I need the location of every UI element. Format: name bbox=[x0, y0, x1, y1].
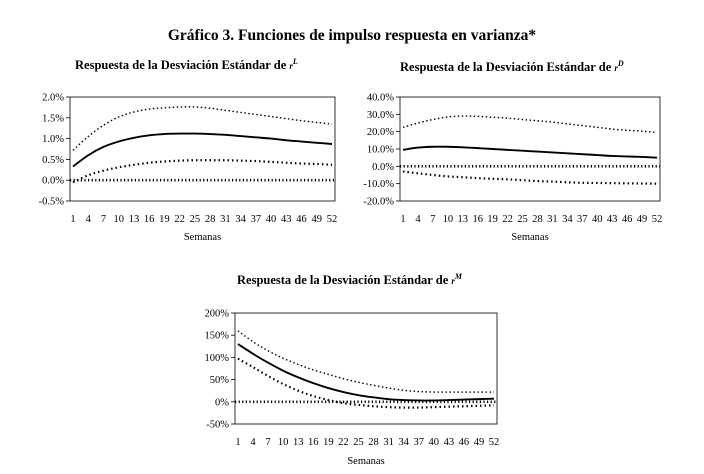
chart-rm bbox=[205, 309, 500, 468]
y-tick-label: 100% bbox=[204, 352, 229, 364]
x-tick-label: 16 bbox=[308, 437, 319, 448]
x-tick-label: 52 bbox=[488, 437, 500, 448]
x-tick-label: 43 bbox=[606, 214, 618, 225]
series-upper-line bbox=[238, 331, 494, 392]
y-tick-label: 0.5% bbox=[42, 154, 64, 166]
x-tick-label: 10 bbox=[113, 214, 124, 225]
x-axis-label: Semanas bbox=[511, 232, 549, 243]
y-tick-label: 150% bbox=[204, 330, 229, 342]
x-axis-label: Semanas bbox=[183, 232, 222, 243]
x-tick-label: 49 bbox=[636, 214, 648, 225]
x-tick-label: 1 bbox=[400, 214, 406, 225]
y-tick-label: 40.0% bbox=[366, 92, 394, 104]
x-tick-label: 4 bbox=[85, 214, 91, 225]
x-tick-label: 22 bbox=[174, 214, 185, 225]
series-response-line bbox=[238, 344, 494, 400]
x-tick-label: 4 bbox=[415, 214, 421, 225]
x-tick-label: 37 bbox=[577, 214, 588, 225]
x-tick-label: 46 bbox=[296, 214, 307, 225]
x-tick-label: 49 bbox=[311, 214, 323, 225]
y-tick-label: 0.0% bbox=[372, 161, 394, 173]
x-tick-label: 37 bbox=[250, 214, 262, 225]
x-tick-label: 46 bbox=[458, 437, 470, 448]
panel-title-rd-sup: D bbox=[617, 59, 624, 68]
panel-title-rd-text: Respuesta de la Desviación Estándar de bbox=[400, 60, 612, 75]
plot-frame bbox=[400, 97, 660, 201]
x-tick-label: 37 bbox=[413, 437, 424, 448]
x-tick-label: 40 bbox=[265, 214, 277, 225]
y-tick-label: 2.0% bbox=[42, 92, 64, 104]
panel-title-rl-text: Respuesta de la Desviación Estándar de bbox=[75, 58, 287, 73]
x-tick-label: 13 bbox=[457, 214, 469, 225]
x-tick-label: 49 bbox=[473, 437, 485, 448]
x-tick-label: 7 bbox=[265, 437, 271, 448]
x-tick-label: 52 bbox=[326, 214, 338, 225]
y-tick-label: 200% bbox=[204, 308, 229, 320]
y-tick-label: -10.0% bbox=[363, 179, 394, 191]
y-tick-label: -0.5% bbox=[38, 196, 64, 208]
panel-title-rl-var: r bbox=[289, 61, 293, 72]
y-tick-label: 50% bbox=[209, 375, 229, 387]
x-tick-label: 25 bbox=[353, 437, 364, 448]
x-tick-label: 34 bbox=[235, 214, 246, 225]
y-tick-label: 1.0% bbox=[42, 134, 64, 146]
x-tick-label: 16 bbox=[472, 214, 483, 225]
series-response-line bbox=[73, 134, 332, 167]
x-tick-label: 25 bbox=[517, 214, 528, 225]
x-tick-label: 28 bbox=[368, 437, 379, 448]
y-tick-label: 0% bbox=[215, 397, 229, 409]
x-axis-label: Semanas bbox=[347, 456, 385, 467]
x-tick-label: 19 bbox=[487, 214, 498, 225]
x-tick-label: 10 bbox=[277, 437, 289, 448]
series-response-line bbox=[403, 147, 657, 158]
y-tick-label: 10.0% bbox=[366, 144, 394, 156]
x-tick-label: 28 bbox=[204, 214, 216, 225]
x-tick-label: 4 bbox=[250, 437, 256, 448]
panel-title-rm-sup: M bbox=[454, 272, 463, 281]
x-tick-label: 43 bbox=[443, 437, 455, 448]
series-lower-line bbox=[403, 172, 657, 184]
x-tick-label: 52 bbox=[651, 214, 663, 225]
y-tick-label: -20.0% bbox=[363, 196, 394, 208]
series-upper-line bbox=[403, 116, 657, 132]
x-tick-label: 13 bbox=[292, 437, 304, 448]
y-tick-label: 0.0% bbox=[42, 175, 64, 187]
y-tick-label: -50% bbox=[206, 419, 229, 431]
panel-title-rd-var: r bbox=[614, 63, 618, 74]
x-tick-label: 28 bbox=[532, 214, 543, 225]
x-tick-label: 31 bbox=[383, 437, 394, 448]
x-tick-label: 10 bbox=[442, 214, 454, 225]
figure-title: Gráfico 3. Funciones de impulso respuesta en varianza* bbox=[167, 27, 537, 44]
x-tick-label: 43 bbox=[281, 214, 292, 225]
x-tick-label: 19 bbox=[323, 437, 334, 448]
x-tick-label: 16 bbox=[143, 214, 155, 225]
x-tick-label: 1 bbox=[235, 437, 241, 448]
x-tick-label: 19 bbox=[159, 214, 170, 225]
x-tick-label: 34 bbox=[562, 214, 573, 225]
x-tick-label: 22 bbox=[502, 214, 513, 225]
chart-rd bbox=[363, 93, 662, 244]
x-tick-label: 7 bbox=[100, 214, 107, 225]
x-tick-label: 31 bbox=[220, 214, 231, 225]
y-tick-label: 20.0% bbox=[366, 127, 394, 139]
x-tick-label: 7 bbox=[430, 214, 436, 225]
y-tick-label: 1.5% bbox=[42, 113, 64, 125]
chart-rl bbox=[39, 93, 338, 244]
panel-title-rm-var: r bbox=[451, 276, 455, 287]
x-tick-label: 46 bbox=[621, 214, 633, 225]
x-tick-label: 22 bbox=[338, 437, 349, 448]
x-tick-label: 31 bbox=[547, 214, 558, 225]
x-tick-label: 40 bbox=[428, 437, 440, 448]
plot-frame bbox=[70, 97, 335, 201]
x-tick-label: 25 bbox=[189, 214, 201, 225]
panel-title-rl-sup: L bbox=[292, 57, 298, 66]
x-tick-label: 40 bbox=[591, 214, 603, 225]
series-lower-line bbox=[73, 160, 332, 182]
x-tick-label: 1 bbox=[70, 214, 76, 225]
x-tick-label: 34 bbox=[398, 437, 409, 448]
x-tick-label: 13 bbox=[128, 214, 140, 225]
panel-title-rm-text: Respuesta de la Desviación Estándar de bbox=[237, 273, 449, 288]
y-tick-label: 30.0% bbox=[366, 109, 394, 121]
